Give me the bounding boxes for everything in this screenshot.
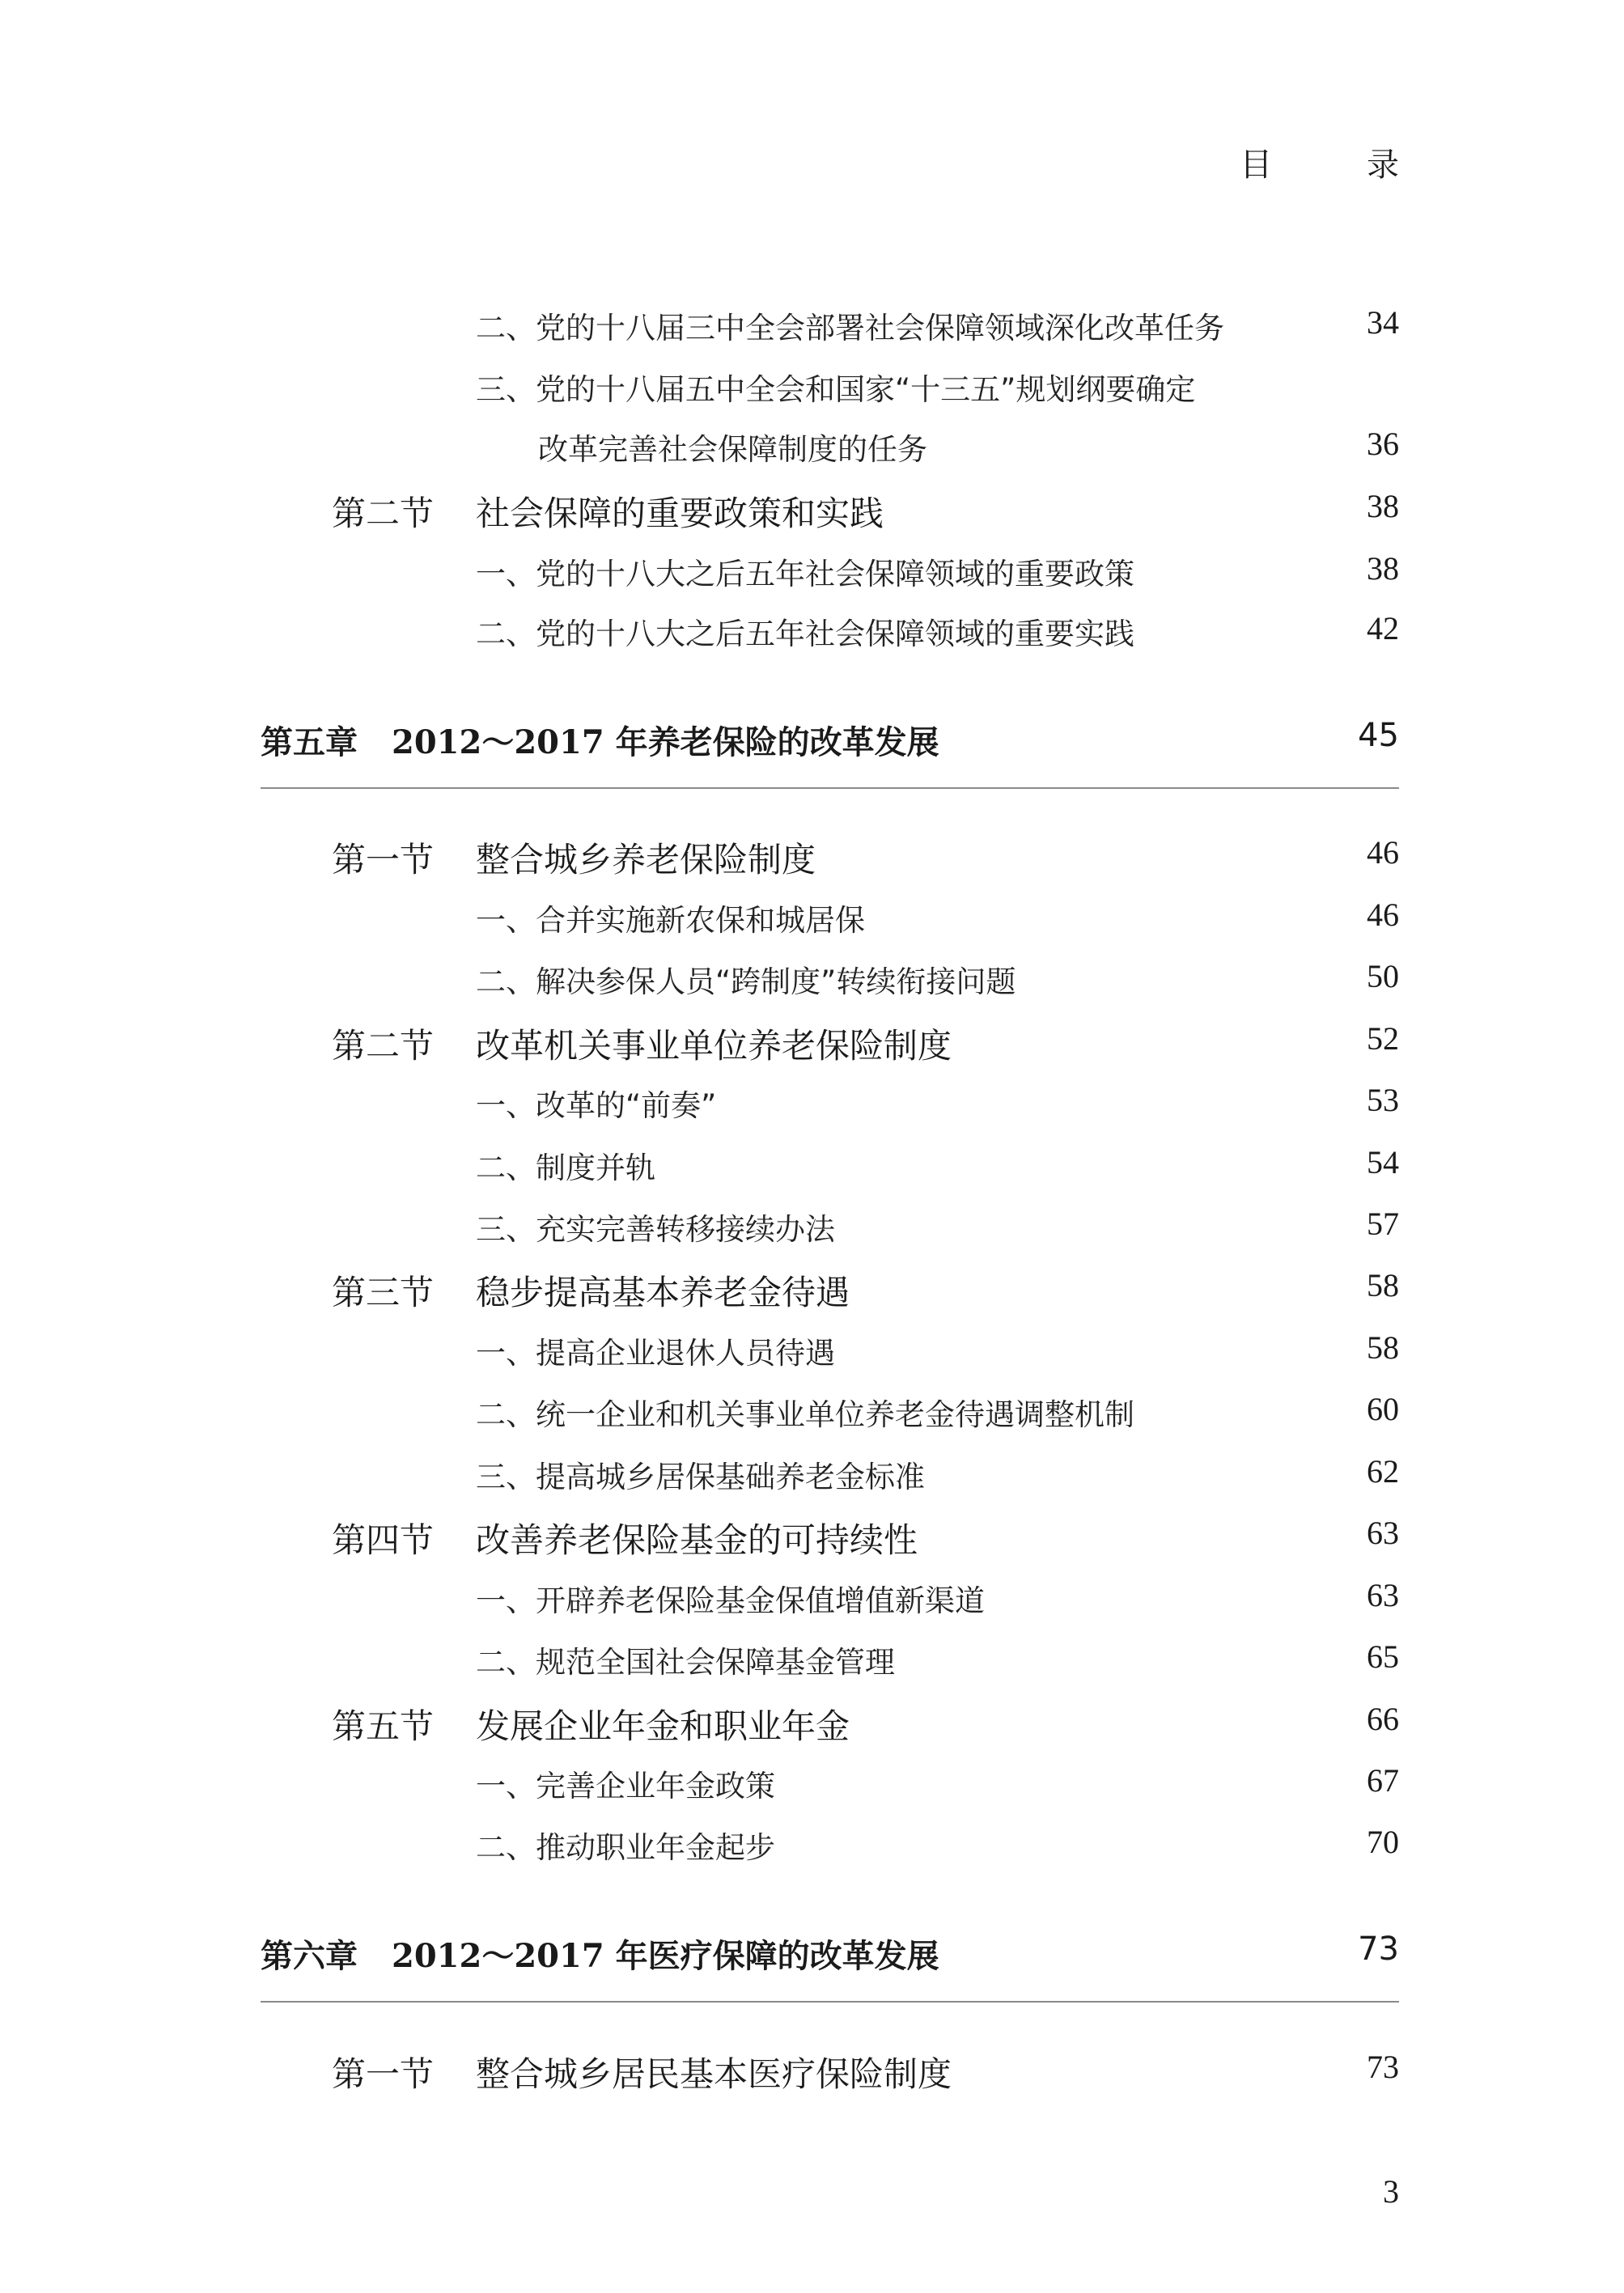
toc-section (0, 487, 1624, 532)
toc-page-number: 38 (1367, 550, 1399, 587)
toc-item (0, 365, 1624, 410)
toc-item (0, 957, 1624, 1002)
toc-page-number: 58 (1367, 1329, 1399, 1366)
toc-entry-label: 第四节 (332, 1520, 435, 1560)
toc-entry-text: 稳步提高基本养老金待遇 (476, 1273, 850, 1312)
toc-page-number: 34 (1367, 304, 1399, 341)
toc-page-number: 53 (1367, 1082, 1399, 1118)
chapter-divider (261, 787, 1399, 789)
toc-entry-label: 第六章 (261, 1937, 358, 1975)
toc-entry-label: 第二节 (332, 494, 435, 533)
toc-entry-title (476, 609, 1134, 653)
toc-page-number: 45 (1358, 717, 1399, 754)
toc-entry-text: 2012～2017 年养老保险的改革发展 (392, 723, 939, 761)
toc-item (0, 303, 1624, 349)
toc-entry-title (476, 1452, 925, 1496)
toc-entry-text: 改革完善社会保障制度的任务 (538, 432, 927, 467)
toc-entry-title (476, 1823, 775, 1867)
toc-item (0, 1205, 1624, 1250)
toc-entry-label: 第一节 (332, 2054, 435, 2094)
toc-entry-text: 一、合并实施新农保和城居保 (476, 903, 865, 938)
toc-entry-title (476, 1638, 895, 1681)
toc-page-number: 38 (1367, 488, 1399, 524)
toc-entry-text: 二、党的十八届三中全会部署社会保障领域深化改革任务 (476, 311, 1224, 345)
toc-entry-title (261, 1931, 939, 1977)
toc-entry-title (476, 1576, 985, 1620)
toc-item (0, 549, 1624, 595)
toc-item (0, 1638, 1624, 1683)
toc-section (0, 1700, 1624, 1745)
toc-page-number: 50 (1367, 958, 1399, 994)
toc-entry-text: 二、解决参保人员“跨制度”转续衔接问题 (476, 964, 1016, 999)
toc-item (0, 1329, 1624, 1374)
toc-page-number: 65 (1367, 1638, 1399, 1675)
toc-entry-title (476, 1761, 775, 1805)
toc-item (0, 1081, 1624, 1126)
toc-page-number: 36 (1367, 426, 1399, 462)
toc-item (0, 1823, 1624, 1868)
toc-page-number: 52 (1367, 1020, 1399, 1057)
toc-entry-text: 一、提高企业退休人员待遇 (476, 1336, 835, 1371)
toc-entry-title (476, 1143, 655, 1187)
toc-entry-text: 二、推动职业年金起步 (476, 1830, 775, 1865)
toc-entry-title (261, 717, 939, 763)
toc-page-number: 46 (1367, 896, 1399, 933)
toc-page-number: 42 (1367, 610, 1399, 646)
toc-entry-title (476, 1081, 716, 1125)
toc-item (0, 1576, 1624, 1621)
toc-entry-title (476, 957, 1016, 1001)
toc-page-number: 63 (1367, 1577, 1399, 1613)
toc-entry-title (332, 2048, 952, 2096)
toc-entry-text: 改善养老保险基金的可持续性 (476, 1520, 918, 1560)
toc-entry-text: 改革机关事业单位养老保险制度 (476, 1026, 952, 1066)
toc-entry-title (332, 1514, 918, 1562)
toc-page-number: 73 (1358, 1931, 1399, 1968)
page-number: 3 (1383, 2173, 1399, 2210)
toc-chapter (0, 1931, 1624, 1976)
toc-section (0, 1514, 1624, 1559)
toc-entry-title (476, 896, 865, 939)
toc-page-number: 62 (1367, 1453, 1399, 1490)
toc-page-number: 60 (1367, 1391, 1399, 1427)
toc-entry-title (476, 303, 1224, 347)
toc-entry-text: 三、充实完善转移接续办法 (476, 1212, 835, 1247)
toc-entry-text: 二、统一企业和机关事业单位养老金待遇调整机制 (476, 1397, 1134, 1432)
toc-entry-label: 第五节 (332, 1706, 435, 1746)
toc-item (0, 425, 1624, 470)
toc-entry-label: 第一节 (332, 840, 435, 879)
toc-item (0, 1143, 1624, 1189)
toc-entry-label: 第三节 (332, 1273, 435, 1312)
toc-page-number: 70 (1367, 1824, 1399, 1860)
toc-entry-text: 2012～2017 年医疗保障的改革发展 (392, 1937, 939, 1975)
toc-section (0, 1019, 1624, 1065)
toc-chapter (0, 717, 1624, 762)
toc-item (0, 896, 1624, 941)
running-header: 目 录 (1240, 146, 1441, 184)
toc-entry-text: 整合城乡养老保险制度 (476, 840, 816, 879)
toc-page-number: 57 (1367, 1206, 1399, 1242)
toc-section (0, 833, 1624, 879)
toc-entry-title (332, 1700, 850, 1748)
toc-entry-text: 一、党的十八大之后五年社会保障领域的重要政策 (476, 557, 1134, 591)
toc-entry-title (476, 365, 1195, 409)
toc-entry-label: 第五章 (261, 723, 358, 761)
toc-entry-text: 发展企业年金和职业年金 (476, 1706, 850, 1746)
toc-entry-title (332, 1266, 850, 1315)
toc-page-number: 63 (1367, 1515, 1399, 1551)
toc-entry-text: 二、制度并轨 (476, 1151, 655, 1185)
toc-entry-title (476, 1329, 835, 1372)
toc-page-number: 46 (1367, 834, 1399, 871)
toc-item (0, 1452, 1624, 1498)
toc-entry-text: 整合城乡居民基本医疗保险制度 (476, 2054, 952, 2094)
toc-entry-title (332, 1019, 952, 1068)
toc-entry-text: 二、规范全国社会保障基金管理 (476, 1645, 895, 1680)
toc-entry-title (332, 833, 816, 882)
toc-entry-text: 三、提高城乡居保基础养老金标准 (476, 1460, 925, 1494)
toc-entry-text: 社会保障的重要政策和实践 (476, 494, 884, 533)
toc-entry-label: 第二节 (332, 1026, 435, 1066)
toc-entry-text: 一、改革的“前奏” (476, 1088, 717, 1123)
toc-page-number: 54 (1367, 1144, 1399, 1180)
toc-page-number: 67 (1367, 1762, 1399, 1799)
toc-section (0, 1266, 1624, 1312)
toc-entry-title (476, 1390, 1134, 1434)
toc-item (0, 1761, 1624, 1807)
toc-page-number: 58 (1367, 1267, 1399, 1303)
toc-item (0, 609, 1624, 655)
toc-entry-title (332, 487, 884, 536)
toc-entry-text: 一、完善企业年金政策 (476, 1769, 775, 1803)
toc-page-number: 73 (1367, 2049, 1399, 2085)
toc-section (0, 2048, 1624, 2093)
toc-page-number: 66 (1367, 1701, 1399, 1737)
toc-entry-text: 二、党的十八大之后五年社会保障领域的重要实践 (476, 617, 1134, 651)
toc-entry-title (538, 425, 927, 468)
toc-entry-text: 三、党的十八届五中全会和国家“十三五”规划纲要确定 (476, 372, 1196, 407)
toc-entry-title (476, 549, 1134, 593)
toc-entry-title (476, 1205, 835, 1248)
chapter-divider (261, 2001, 1399, 2003)
toc-item (0, 1390, 1624, 1435)
toc-entry-text: 一、开辟养老保险基金保值增值新渠道 (476, 1583, 985, 1618)
